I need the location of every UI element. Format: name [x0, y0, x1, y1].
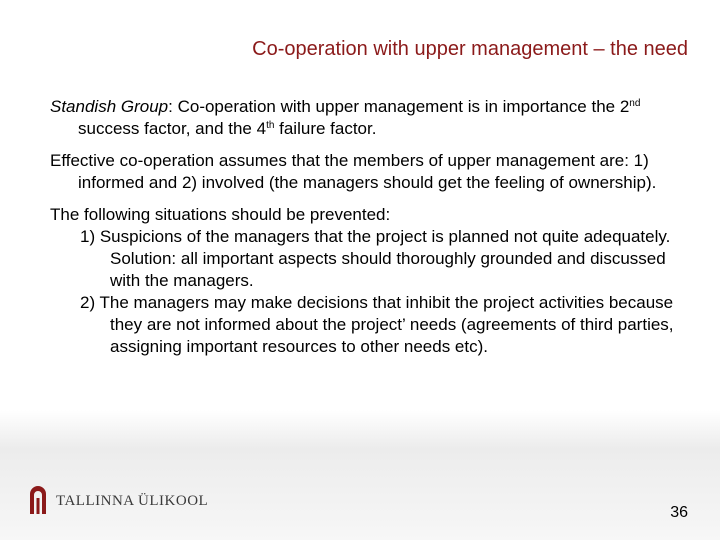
list-item: 2) The managers may make decisions that inhibit the project activities because they are not informed about the project’ needs (agreements of third parties, assigning important resources to other needs etc). — [80, 293, 674, 356]
paragraph-text: failure factor. — [274, 119, 377, 138]
paragraph-text: : Co-operation with upper management is in importance the 2 — [168, 97, 630, 116]
paragraph-effective-cooperation: Effective co-operation assumes that the members of upper management are: 1) informed and 2) involved (the managers should get the feeling of ownership). — [50, 151, 657, 192]
list-item: 1) Suspicions of the managers that the project is planned not quite adequately. Solution: all important aspects should thoroughly grounded and discussed with the managers. — [80, 227, 671, 290]
paragraph-situations-lead: The following situations should be prevented: — [50, 205, 391, 224]
source-name: Standish Group — [50, 97, 169, 116]
superscript: nd — [629, 98, 641, 109]
university-logo — [28, 484, 208, 519]
page-number: 36 — [670, 504, 688, 521]
slide-title: Co-operation with upper management – the need — [252, 38, 688, 60]
footer-background — [0, 410, 720, 540]
superscript: th — [266, 120, 275, 131]
logo-text: TALLINNA ÜLIKOOL — [56, 493, 209, 509]
tallinn-university-arch-icon — [28, 484, 48, 519]
slide-body — [50, 96, 690, 358]
paragraph-standish — [50, 96, 690, 140]
paragraph-text: success factor, and the 4 — [78, 119, 267, 138]
